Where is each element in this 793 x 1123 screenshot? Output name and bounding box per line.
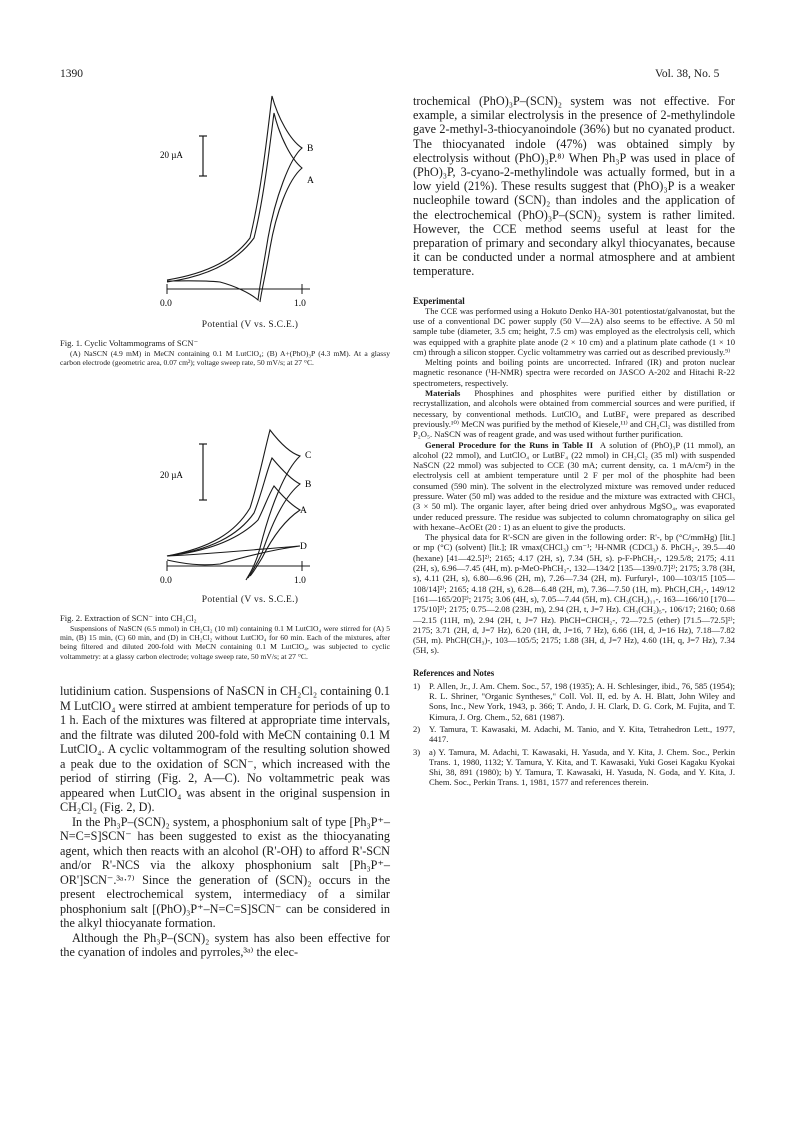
fig1-caption xyxy=(60,338,390,367)
fig2-x-tick-1: 1.0 xyxy=(294,576,306,586)
reference-text: Y. Tamura, T. Kawasaki, M. Adachi, M. Tanio, and Y. Kita, Tetrahedron Lett., 1977, 4417. xyxy=(429,723,735,745)
reference-list xyxy=(413,681,735,788)
reference-text: a) Y. Tamura, M. Adachi, T. Kawasaki, H. Yasuda, and Y. Kita, J. Chem. Soc., Perkin Trans. 1, 1980, 1132; Y. Tamura, Y. Kita, and T. Kawasaki, Yuki Gosei Kagaku Kyokai Shi, 38, 891 (1980); b) Y. Tamura, T. Kawasaki, H. Yasuda, N. Goda, and Y. Kita, J. Chem. Soc., Perkin Trans. 1, 1981, 1577 and references therein. xyxy=(429,746,735,788)
experimental-paragraph-1: The CCE was performed using a Hokuto Denko HA-301 potentiostat/galvanostat, but the use of a conventional DC power supply (50 V—2A) also seems to be effective. A 50 ml sample tube (diameter, 3.5 cm; height, 7.5 cm) was employed as the electrolysis cell, which was equipped with a graphite plate anode (2 × 10 cm) and a platinum plate cathode (1 × 10 cm) through a silicon stopper. Cyclic voltammetry was carried out as described previously.⁹⁾ xyxy=(413,305,735,357)
fig2-curve-c xyxy=(167,430,300,580)
fig1-label-a: A xyxy=(307,176,314,186)
general-procedure-label: General Procedure for the Runs in Table II xyxy=(425,439,594,450)
fig1-x-tick-1: 1.0 xyxy=(294,299,306,309)
general-procedure-text: A solution of (PhO)₃P (11 mmol), an alcohol (22 mmol), and LutClO₄ or LutBF₄ (22 mmol) in CH₂Cl₂ (35 ml) with suspended NaSCN (22 mmol) was subjected to CCE (30 mA; current density, ca. 1 mA/cm²) in the electrolysis cell at ambient temperature until 2 F per mol of the phosphite had been consumed (590 min). The solvent in the electrolyzed mixture was removed under reduced pressure. Water (50 ml) was added to the residue and the mixture was extracted with CHCl₃ (3 × 50 ml). The organic layer, after being dried over anhydrous MgSO₄, was evaporated under reduced pressure. The residue was subjected to column chromatography on silica gel with hexane–AcOEt (20 : 1) as an eluent to give the products. xyxy=(413,439,735,532)
reference-item xyxy=(413,681,735,722)
experimental-paragraph-2: Melting points and boiling points are uncorrected. Infrared (IR) and proton nuclear magnetic resonance (¹H-NMR) spectra were recorded on JASCO A-202 and Hitachi R-22 spectrometers, respectively. xyxy=(413,357,735,388)
fig2-x-axis xyxy=(167,561,310,571)
reference-number: 2) xyxy=(413,723,421,734)
fig2-caption-title: Fig. 2. Extraction of SCN⁻ into CH₂Cl₂ xyxy=(60,613,197,623)
reference-number: 1) xyxy=(413,680,421,691)
fig2-scale-bar xyxy=(199,444,207,500)
fig1-label-b: B xyxy=(307,144,314,154)
fig2-caption xyxy=(60,613,390,661)
fig1-axis-title: Potential (V vs. S.C.E.) xyxy=(201,320,299,330)
left-column-body xyxy=(60,684,390,960)
left-paragraph-2: In the Ph₃P–(SCN)₂ system, a phosphonium salt of type [Ph₃P⁺–N=C=S]SCN⁻ has been suggested to exist as the thiocyanating agent, which then reacts with an alcohol (R'-OH) to afford R'-SCN and/or R'-NCS via the alkoxy phosphonium salt [Ph₃P⁺–OR']SCN⁻.³ᵃ·⁷⁾ Since the generation of (SCN)₂ occurs in the present electrochemical system, intermediacy of a similar phosphonium salt [(PhO)₃P⁺–N=C=S]SCN⁻ can be considered in the alkyl thiocyanate formation. xyxy=(60,814,390,930)
figure-2-voltammogram xyxy=(150,398,350,593)
page-number: 1390 xyxy=(60,68,83,80)
volume-issue: Vol. 38, No. 5 xyxy=(655,68,720,80)
fig2-caption-body: Suspensions of NaSCN (6.5 mmol) in CH₂Cl₂ (10 ml) containing 0.1 M LutClO₄ were stirred for (A) 5 min, (B) 15 min, (C) 60 min, and (D) in CH₂Cl₂ without LutClO₄ for 60 min. Each of the mixtures, after being filtered and diluted 200-fold with MeCN containing 0.1 M LutClO₄, was subjected to cyclic voltammetry: at a glassy carbon electrode; voltage sweep rate, 50 mV/s; at 27 °C. xyxy=(60,624,390,661)
references-heading: References and Notes xyxy=(413,667,495,678)
fig1-scale-label: 20 µA xyxy=(160,150,183,160)
fig2-label-c: C xyxy=(305,451,312,461)
fig1-caption-title: Fig. 1. Cyclic Voltammograms of SCN⁻ xyxy=(60,338,199,348)
fig1-scale-bar xyxy=(199,136,207,176)
fig2-x-tick-0: 0.0 xyxy=(160,576,172,586)
reference-text: P. Allen, Jr., J. Am. Chem. Soc., 57, 198 (1935); A. H. Schlesinger, ibid., 76, 585 (1954); R. L. Shriner, "Organic Syntheses," Coll. Vol. II, ed. by A. H. Blatt, John Wiley and Sons, Inc., New York, 1943, p. 366; T. Ando, J. H. Clark, D. G. Cork, M. Fujita, and T. Kimura, J. Org. Chem., 52, 681 (1987). xyxy=(429,680,735,722)
materials-label: Materials xyxy=(425,388,461,399)
general-procedure-paragraph xyxy=(413,440,735,533)
physical-data-paragraph: The physical data for R'-SCN are given in the following order: R'-, bp (°C/mmHg) [lit.] or mp (°C) (solvent) [lit.]; IR νmax(CHCl₃) cm⁻¹; ¹H-NMR (CDCl₃) δ. PhCH₂-, 39.5—40 (hexane) [41—42.5]²⁾; 2165; 4.17 (2H, s), 7.34 (5H, s). p-F-PhCH₂-, 129.5/8; 2175; 4.11 (2H, s), 6.96—7.45 (4H, m). p-MeO-PhCH₂-, 132—134/2 [135—139/0.7]²⁾; 2175; 3.78 (3H, s), 4.11 (2H, s), 6.80—6.96 (2H, m), 7.26—7.34 (2H, m). Furfuryl-, 100—103/15 [105—108/14]²⁾; 2165; 4.18 (2H, s), 6.28—6.48 (2H, m), 7.36—7.50 (1H, m). PhCH₂CH₂-, 149/12 [161—165/20]²⁾; 2175; 3.06 (4H, s), 7.05—7.44 (5H, m). CH₃(CH₂)₁₁-, 163—166/10 [170—175/10]²⁾; 2175; 0.75—2.08 (23H, m), 2.94 (2H, t, J=7 Hz). CH₃(CH₂)₅-, 106/17; 2160; 0.68—2.15 (11H, m), 2.94 (2H, t, J=7 Hz). PhCH=CHCH₂-, 72—72.5 (ether) [71.5—72.5]²⁾; 2175; 3.71 (2H, d, J=7 Hz), 6.20 (1H, dt, J=16, 7 Hz), 6.66 (1H, d, J=16 Hz), 7.18—7.82 (5H, m). PhCH(CH₃)-, 103—105/5; 2175; 1.88 (3H, d, J=7 Hz), 4.60 (1H, q, J=7 Hz), 7.34 (5H, s). xyxy=(413,532,735,656)
fig1-caption-body: (A) NaSCN (4.9 mM) in MeCN containing 0.1 M LutClO₄; (B) A+(PhO)₃P (4.3 mM). At a glassy carbon electrode (geometric area, 0.07 cm²); voltage sweep rate, 50 mV/s; at 27 °C. xyxy=(60,349,390,368)
fig2-label-a: A xyxy=(300,506,307,516)
right-intro-paragraph: trochemical (PhO)₃P–(SCN)₂ system was not effective. For example, a similar electrolysis in the presence of 2-methylindole gave 2-methyl-3-thiocyanoindole (36%) but no cyanated product. The thiocyanated indole (47%) was obtained simply by electrolysis without (PhO)₃P.⁸⁾ When Ph₃P was used in place of (PhO)₃P, 3-cyano-2-methylindole was actually formed, but in a low yield (21%). These results suggest that (PhO)₃P is a weaker nucleophile toward (SCN)₂ than indoles and the application of the electrochemical (PhO)₃P–(SCN)₂ system is rather limited. However, the CCE method seems useful at least for the preparation of primary and secondary alkyl thiocyanates, because it can be conducted under a normal atmosphere and at ambient temperature. xyxy=(413,94,735,279)
right-column xyxy=(413,94,735,790)
experimental-heading: Experimental xyxy=(413,295,465,306)
fig1-x-tick-0: 0.0 xyxy=(160,299,172,309)
reference-number: 3) xyxy=(413,746,421,757)
materials-text: Phosphines and phosphites were purified either by distillation or recrystallization, and alcohols were obtained from commercial sources and were purified, if necessary, by conventional methods. LutClO₄ and LutBF₄ were prepared as described previously.¹⁰⁾ MeCN was purified by the method of Kiesele,¹¹⁾ and CH₂Cl₂ was distilled from P₂O₅. NaSCN was of reagent grade, and was used without further purification. xyxy=(413,388,735,440)
materials-paragraph xyxy=(413,388,735,439)
left-paragraph-1: lutidinium cation. Suspensions of NaSCN in CH₂Cl₂ containing 0.1 M LutClO₄ were stirred at ambient temperature for periods of up to 1 h. Each of the mixtures was filtered at appropriate time intervals, and the filtrate was diluted 200-fold with MeCN containing 0.1 M LutClO₄. A cyclic voltammogram of the resulting solution showed a peak due to the oxidation of SCN⁻, which increased with the period of stirring (Fig. 2, A—C). No voltammetric peak was appeared when LutClO₄ was absent in the original suspension in CH₂Cl₂ (Fig. 2, D). xyxy=(60,684,390,814)
figure-1-voltammogram xyxy=(150,88,350,318)
fig2-scale-label: 20 µA xyxy=(160,470,183,480)
fig2-label-b: B xyxy=(305,480,312,490)
fig2-label-d: D xyxy=(300,542,307,552)
fig1-curve-a xyxy=(167,113,302,302)
fig1-x-axis xyxy=(167,284,310,294)
reference-item xyxy=(413,747,735,788)
fig1-curve-b xyxy=(167,96,302,300)
reference-item xyxy=(413,724,735,745)
fig2-curve-d xyxy=(167,546,300,565)
fig2-axis-title: Potential (V vs. S.C.E.) xyxy=(201,595,299,605)
fig2-curve-a xyxy=(167,486,300,576)
left-paragraph-3: Although the Ph₃P–(SCN)₂ system has also been effective for the cyanation of indoles and pyrroles,³ᵃ⁾ the elec- xyxy=(60,930,390,959)
